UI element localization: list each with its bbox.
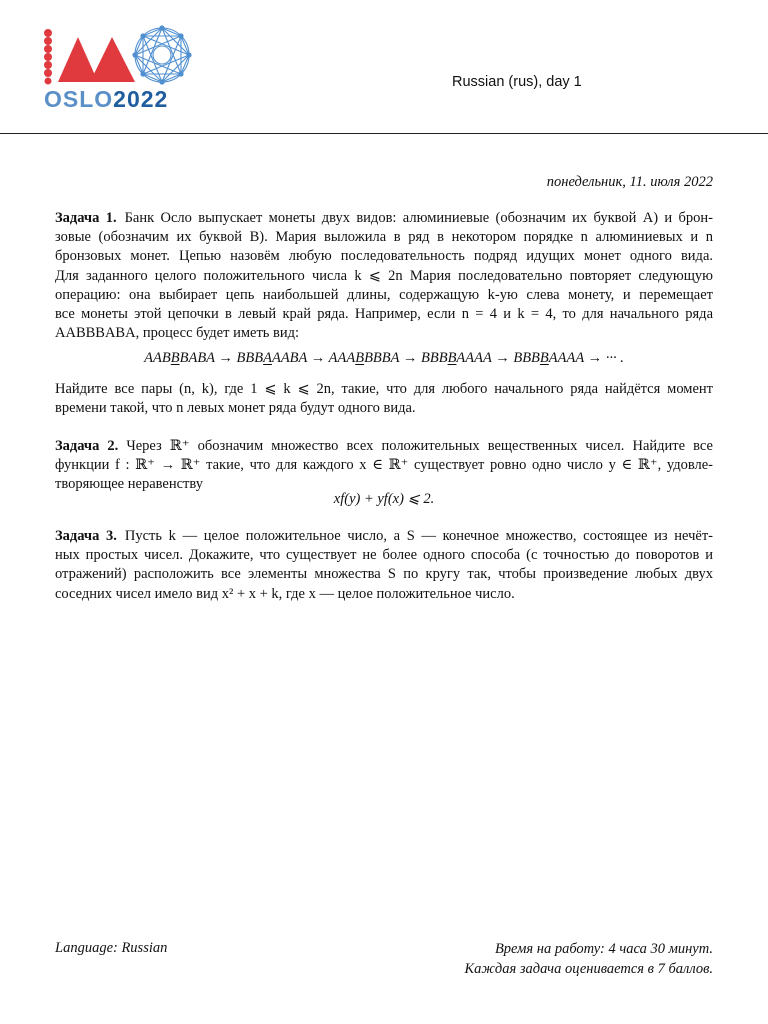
footer-language: Language: Russian	[55, 940, 168, 956]
page-header	[0, 0, 768, 135]
problem-text-line: ных простых чисел. Докажите, что существует не более одного способа (с точностью до поворотов и	[55, 547, 713, 564]
problem-text-line: AABBBABA, процесс будет иметь вид:	[55, 325, 300, 342]
problem-text-line: Банк Осло выпускает монеты двух видов: алюминиевые (обозначим их буквой A) и брон-	[124, 210, 713, 226]
problem-text-line: зовые (обозначим их буквой B). Мария выложила в ряд в некотором порядке n алюминиевых и n	[55, 229, 713, 246]
contest-date: понедельник, 11. июля 2022	[546, 174, 713, 190]
problem-2-title: Задача 2.	[55, 438, 119, 454]
problem-2	[55, 437, 713, 495]
problem-text-line: времени такой, что n левых монет ряда будут одного вида.	[55, 400, 416, 417]
problem-text-line: Пусть k — целое положительное число, а S — конечное множество, состоящее из нечёт-	[124, 528, 714, 544]
problem-text-line: соседних чисел имело вид x² + x + k, где x — целое положительное число.	[55, 585, 515, 602]
problem-3-title: Задача 3.	[55, 528, 117, 544]
footer-info	[465, 940, 713, 979]
problem-text-line: творяющее неравенству	[55, 476, 203, 493]
problem-3	[55, 527, 713, 604]
problem-text-line: Через ℝ⁺ обозначим множество всех положительных вещественных чисел. Найдите все	[126, 438, 713, 454]
header-divider	[0, 133, 768, 134]
problem-text-line: Для заданного целого положительного числа k ⩽ 2n Мария последовательно повторяет следующую	[55, 267, 713, 284]
problem-1-title: Задача 1.	[55, 210, 117, 226]
problem-text-line: функции f : ℝ⁺ → ℝ⁺ такие, что для каждого x ∈ ℝ⁺ существует ровно одно число y ∈ ℝ⁺, удовле-	[55, 457, 713, 474]
footer-points: Каждая задача оценивается в 7 баллов.	[464, 960, 713, 977]
logo-wordmark: OSLO2022	[44, 86, 169, 112]
problem-text-line: Найдите все пары (n, k), где 1 ⩽ k ⩽ 2n, такие, что для любого начального ряда найдётся момент	[55, 381, 713, 397]
problem-text-line: операцию: она выбирает цепь наибольшей длины, содержащую k-ую слева монету, и перемещает	[55, 286, 713, 303]
coin-sequence-display: AABBBABA → BBBAAABA → AAABBBBA → BBBBAAAA → BBBBAAAA → ··· .	[144, 350, 624, 366]
problem-text-line: все монеты этой цепочки в левый край ряда. Например, если n = 4 и k = 4, то для начального ряда	[55, 306, 713, 323]
problem-1-question	[55, 380, 713, 418]
problem-text-line: бронзовых монет. Цепью назовём любую последовательность подряд идущих монет одного вида.	[55, 248, 713, 265]
inequality-display: xf(y) + yf(x) ⩽ 2.	[333, 491, 435, 507]
language-day-label: Russian (rus), day 1	[452, 74, 582, 90]
footer-time: Время на работу: 4 часа 30 минут.	[494, 941, 713, 957]
problem-1	[55, 209, 713, 343]
problem-text-line: отражений) расположить все элементы множества S по кругу так, чтобы произведение любых двух	[55, 566, 713, 583]
